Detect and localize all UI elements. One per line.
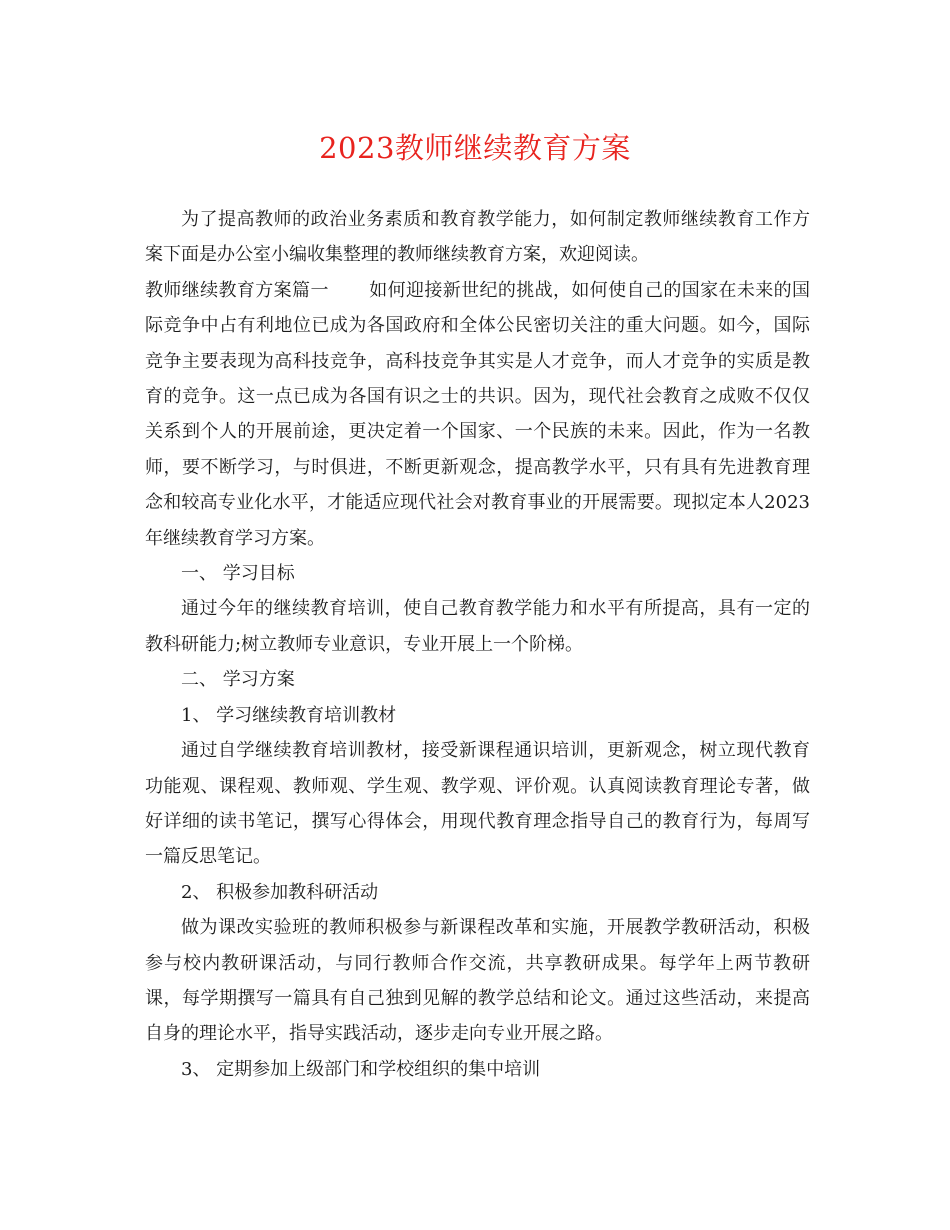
subheading-research-activities: 2、 积极参加教科研活动	[181, 881, 379, 903]
section-text: 如何迎接新世纪的挑战，如何使自己的国家在未来的国际竞争中占有利地位已成为各国政府和全体公民密切关注的重大问题。如今，国际竞争主要表现为高科技竞争，高科技竞争其实是人才竞争，而人才竞争的实质是教育的竞争。这一点已成为各国有识之士的共识。因为，现代社会教育之成败不仅仅关系到个人的开展前途，更决定着一个国家、一个民族的未来。因此，作为一名教师，要不断学习，与时俱进，不断更新观念，提高教学水平，只有具有先进教育理念和较高专业化水平，才能适应现代社会对教育事业的开展需要。现拟定本人2023年继续教育学习方案。	[145, 279, 811, 549]
heading-learning-goal: 一、 学习目标	[181, 563, 295, 585]
document-body	[145, 202, 810, 1087]
document-title: 2023教师继续教育方案	[319, 131, 631, 165]
heading-learning-plan: 二、 学习方案	[181, 669, 295, 691]
section-label: 教师继续教育方案篇一	[145, 279, 329, 301]
intro-paragraph: 为了提高教师的政治业务素质和教育教学能力，如何制定教师继续教育工作方案下面是办公室小编收集整理的教师继续教育方案，欢迎阅读。	[145, 209, 810, 266]
subheading-training-materials: 1、 学习继续教育培训教材	[181, 704, 397, 726]
section-paragraph	[145, 273, 810, 556]
paragraph-learning-goal: 通过今年的继续教育培训，使自己教育教学能力和水平有所提高，具有一定的教科研能力;树立教师专业意识，专业开展上一个阶梯。	[145, 598, 810, 655]
paragraph-training-materials: 通过自学继续教育培训教材，接受新课程通识培训，更新观念，树立现代教育功能观、课程观、教师观、学生观、教学观、评价观。认真阅读教育理论专著，做好详细的读书笔记，撰写心得体会，用现代教育理念指导自己的教育行为，每周写一篇反思笔记。	[145, 740, 810, 868]
paragraph-research-activities: 做为课改实验班的教师积极参与新课程改革和实施，开展教学教研活动，积极参与校内教研课活动，与同行教师合作交流，共享教研成果。每学年上两节教研课，每学期撰写一篇具有自己独到见解的教学总结和论文。通过这些活动，来提高自身的理论水平，指导实践活动，逐步走向专业开展之路。	[145, 917, 810, 1045]
subheading-centralized-training: 3、 定期参加上级部门和学校组织的集中培训	[181, 1058, 541, 1080]
